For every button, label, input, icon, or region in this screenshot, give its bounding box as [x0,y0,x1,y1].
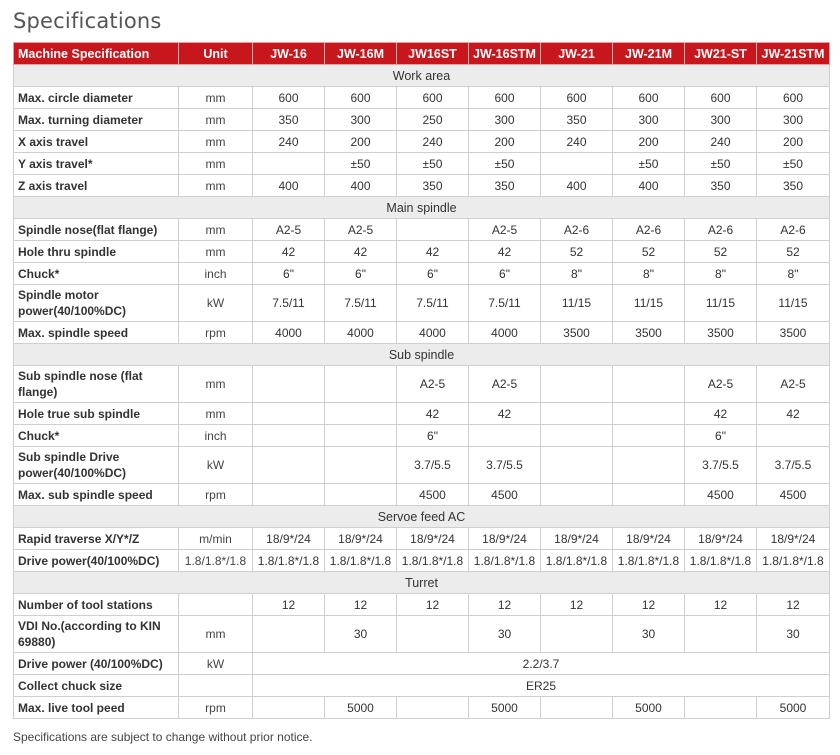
value-cell: 1.8/1.8*/1.8 [469,550,541,572]
value-cell: 18/9*/24 [685,528,757,550]
row-label: Hole thru spindle [14,241,179,263]
value-cell: 12 [397,594,469,616]
row-unit: mm [179,131,253,153]
spanned-value-cell: 2.2/3.7 [253,653,830,675]
value-cell: 4500 [469,484,541,506]
row-unit: mm [179,616,253,653]
value-cell: ±50 [397,153,469,175]
value-cell [253,484,325,506]
value-cell: 42 [253,241,325,263]
row-label: Max. turning diameter [14,109,179,131]
row-unit: mm [179,153,253,175]
value-cell: ±50 [613,153,685,175]
value-cell: 42 [685,403,757,425]
header-model: JW16ST [397,43,469,65]
table-row [14,425,830,447]
header-model: JW-16M [325,43,397,65]
value-cell: 8" [613,263,685,285]
value-cell: 18/9*/24 [469,528,541,550]
row-label: Rapid traverse X/Y*/Z [14,528,179,550]
value-cell: 18/9*/24 [397,528,469,550]
value-cell: 200 [469,131,541,153]
row-unit: kW [179,653,253,675]
value-cell: 11/15 [685,285,757,322]
value-cell [613,403,685,425]
value-cell: ±50 [685,153,757,175]
value-cell: 3500 [685,322,757,344]
value-cell: 12 [685,594,757,616]
row-unit: inch [179,425,253,447]
row-label: Z axis travel [14,175,179,197]
value-cell: 6" [469,263,541,285]
value-cell: 350 [685,175,757,197]
value-cell: 18/9*/24 [325,528,397,550]
value-cell: 240 [253,131,325,153]
value-cell [541,484,613,506]
value-cell: ±50 [469,153,541,175]
value-cell [325,484,397,506]
table-row [14,87,830,109]
value-cell: 600 [397,87,469,109]
value-cell [325,447,397,484]
value-cell: 4500 [685,484,757,506]
value-cell: 30 [325,616,397,653]
row-unit: inch [179,263,253,285]
value-cell: 600 [253,87,325,109]
value-cell [541,153,613,175]
value-cell [685,616,757,653]
value-cell: 4500 [397,484,469,506]
row-label: Sub spindle nose (flat flange) [14,366,179,403]
value-cell [613,425,685,447]
row-label: Max. circle diameter [14,87,179,109]
value-cell: 250 [397,109,469,131]
table-row [14,528,830,550]
value-cell: 3.7/5.5 [469,447,541,484]
value-cell: 12 [613,594,685,616]
value-cell: 7.5/11 [253,285,325,322]
value-cell: 600 [757,87,830,109]
footnote: Specifications are subject to change without prior notice. [13,730,313,744]
row-label: Chuck* [14,263,179,285]
value-cell: 42 [397,403,469,425]
value-cell: 1.8/1.8*/1.8 [253,550,325,572]
row-unit [179,594,253,616]
value-cell: 400 [325,175,397,197]
row-label: Number of tool stations [14,594,179,616]
value-cell [541,366,613,403]
value-cell: 8" [685,263,757,285]
value-cell: 1.8/1.8*/1.8 [397,550,469,572]
value-cell: 5000 [469,697,541,719]
value-cell: 30 [613,616,685,653]
value-cell [541,697,613,719]
value-cell: A2-5 [757,366,830,403]
value-cell: 18/9*/24 [541,528,613,550]
value-cell: 1.8/1.8*/1.8 [757,550,830,572]
table-row [14,241,830,263]
value-cell: A2-5 [253,219,325,241]
value-cell: 400 [253,175,325,197]
section-header-row [14,197,830,219]
table-row [14,653,830,675]
value-cell: 300 [685,109,757,131]
table-row [14,263,830,285]
value-cell: 600 [469,87,541,109]
section-header-row [14,344,830,366]
table-body [14,65,830,719]
row-label: Max. spindle speed [14,322,179,344]
value-cell: 240 [685,131,757,153]
value-cell: 300 [613,109,685,131]
row-unit: m/min [179,528,253,550]
value-cell: ±50 [757,153,830,175]
value-cell: 1.8/1.8*/1.8 [541,550,613,572]
row-label: Sub spindle Drive power(40/100%DC) [14,447,179,484]
row-label: Max. live tool peed [14,697,179,719]
row-unit: rpm [179,484,253,506]
table-row [14,285,830,322]
value-cell [541,616,613,653]
value-cell: 600 [541,87,613,109]
value-cell: A2-5 [325,219,397,241]
spanned-value-cell: ER25 [253,675,830,697]
row-label: Max. sub spindle speed [14,484,179,506]
section-header-row [14,572,830,594]
value-cell [541,403,613,425]
row-unit: mm [179,241,253,263]
header-model: JW-16STM [469,43,541,65]
value-cell: A2-6 [613,219,685,241]
row-label: Y axis travel* [14,153,179,175]
value-cell: 240 [397,131,469,153]
value-cell: 350 [469,175,541,197]
value-cell: 600 [685,87,757,109]
value-cell: 6" [325,263,397,285]
value-cell [253,616,325,653]
value-cell: 52 [541,241,613,263]
value-cell: A2-5 [685,366,757,403]
value-cell [397,697,469,719]
value-cell: 18/9*/24 [253,528,325,550]
value-cell [253,153,325,175]
row-unit: mm [179,109,253,131]
value-cell: 200 [757,131,830,153]
value-cell: 300 [325,109,397,131]
header-model: JW-21M [613,43,685,65]
value-cell: A2-6 [541,219,613,241]
header-unit: Unit [179,43,253,65]
value-cell: 3.7/5.5 [397,447,469,484]
value-cell: 8" [757,263,830,285]
table-row [14,675,830,697]
value-cell: A2-5 [469,219,541,241]
table-row [14,175,830,197]
value-cell [253,425,325,447]
value-cell: 6" [397,425,469,447]
value-cell: 240 [541,131,613,153]
table-row [14,403,830,425]
value-cell: 3500 [757,322,830,344]
value-cell: 18/9*/24 [757,528,830,550]
value-cell: 52 [685,241,757,263]
value-cell: 350 [253,109,325,131]
value-cell: 4000 [397,322,469,344]
table-row [14,131,830,153]
value-cell: 4500 [757,484,830,506]
value-cell: 12 [469,594,541,616]
value-cell [325,403,397,425]
value-cell: A2-5 [397,366,469,403]
value-cell [541,425,613,447]
value-cell: 3500 [541,322,613,344]
table-row [14,109,830,131]
value-cell: 350 [541,109,613,131]
value-cell: A2-6 [757,219,830,241]
row-label: Drive power(40/100%DC) [14,550,179,572]
row-unit: 1.8/1.8*/1.8 [179,550,253,572]
section-title: Turret [14,572,830,594]
value-cell: 5000 [325,697,397,719]
value-cell [325,425,397,447]
value-cell: 11/15 [757,285,830,322]
value-cell [757,425,830,447]
row-unit [179,675,253,697]
value-cell: 5000 [757,697,830,719]
row-label: Spindle motor power(40/100%DC) [14,285,179,322]
header-spec: Machine Specification [14,43,179,65]
value-cell: 7.5/11 [325,285,397,322]
table-row [14,697,830,719]
value-cell: 3.7/5.5 [685,447,757,484]
section-title: Work area [14,65,830,87]
value-cell: 12 [253,594,325,616]
section-title: Sub spindle [14,344,830,366]
value-cell [325,366,397,403]
value-cell: 200 [613,131,685,153]
value-cell: 52 [613,241,685,263]
value-cell: 3500 [613,322,685,344]
value-cell [613,447,685,484]
table-header [14,43,830,65]
row-label: Hole true sub spindle [14,403,179,425]
row-label: Spindle nose(flat flange) [14,219,179,241]
value-cell: 12 [757,594,830,616]
row-label: Collect chuck size [14,675,179,697]
row-label: Chuck* [14,425,179,447]
value-cell [541,447,613,484]
value-cell: 11/15 [613,285,685,322]
value-cell: 600 [325,87,397,109]
value-cell [685,697,757,719]
value-cell: ±50 [325,153,397,175]
table-row [14,594,830,616]
value-cell [253,403,325,425]
value-cell: 1.8/1.8*/1.8 [613,550,685,572]
value-cell: 350 [397,175,469,197]
value-cell: 6" [253,263,325,285]
header-model: JW-16 [253,43,325,65]
table-row [14,322,830,344]
value-cell [469,425,541,447]
value-cell: 400 [613,175,685,197]
value-cell: 4000 [253,322,325,344]
value-cell [613,366,685,403]
row-unit: mm [179,175,253,197]
value-cell: 52 [757,241,830,263]
value-cell: 18/9*/24 [613,528,685,550]
value-cell [253,366,325,403]
row-label: Drive power (40/100%DC) [14,653,179,675]
row-unit: mm [179,219,253,241]
value-cell: 42 [469,241,541,263]
value-cell [253,697,325,719]
value-cell: 12 [325,594,397,616]
table-row [14,484,830,506]
value-cell: A2-5 [469,366,541,403]
table-row [14,550,830,572]
specification-table [13,42,830,719]
header-model: JW-21 [541,43,613,65]
table-row [14,616,830,653]
value-cell [397,219,469,241]
table-row [14,366,830,403]
header-row [14,43,830,65]
table-row [14,219,830,241]
row-unit: rpm [179,322,253,344]
value-cell: 400 [541,175,613,197]
section-title: Main spindle [14,197,830,219]
value-cell: 300 [757,109,830,131]
value-cell: 30 [469,616,541,653]
section-header-row [14,65,830,87]
value-cell: 7.5/11 [469,285,541,322]
value-cell: 350 [757,175,830,197]
row-unit: rpm [179,697,253,719]
section-title: Servoe feed AC [14,506,830,528]
row-unit: mm [179,366,253,403]
value-cell: 600 [613,87,685,109]
table-row [14,447,830,484]
value-cell: 42 [469,403,541,425]
value-cell [253,447,325,484]
value-cell: 8" [541,263,613,285]
value-cell: 200 [325,131,397,153]
value-cell: 7.5/11 [397,285,469,322]
value-cell: 12 [541,594,613,616]
value-cell: A2-6 [685,219,757,241]
row-unit: mm [179,403,253,425]
section-header-row [14,506,830,528]
value-cell: 5000 [613,697,685,719]
value-cell [613,484,685,506]
value-cell: 4000 [469,322,541,344]
value-cell: 30 [757,616,830,653]
value-cell: 3.7/5.5 [757,447,830,484]
row-unit: mm [179,87,253,109]
value-cell: 1.8/1.8*/1.8 [685,550,757,572]
header-model: JW21-ST [685,43,757,65]
row-unit: kW [179,447,253,484]
page-title: Specifications [13,9,162,33]
value-cell: 42 [397,241,469,263]
value-cell: 42 [757,403,830,425]
value-cell [397,616,469,653]
value-cell: 300 [469,109,541,131]
header-model: JW-21STM [757,43,830,65]
value-cell: 42 [325,241,397,263]
value-cell: 4000 [325,322,397,344]
value-cell: 1.8/1.8*/1.8 [325,550,397,572]
value-cell: 11/15 [541,285,613,322]
value-cell: 6" [685,425,757,447]
table-row [14,153,830,175]
row-unit: kW [179,285,253,322]
row-label: X axis travel [14,131,179,153]
value-cell: 6" [397,263,469,285]
row-label: VDI No.(according to KIN 69880) [14,616,179,653]
